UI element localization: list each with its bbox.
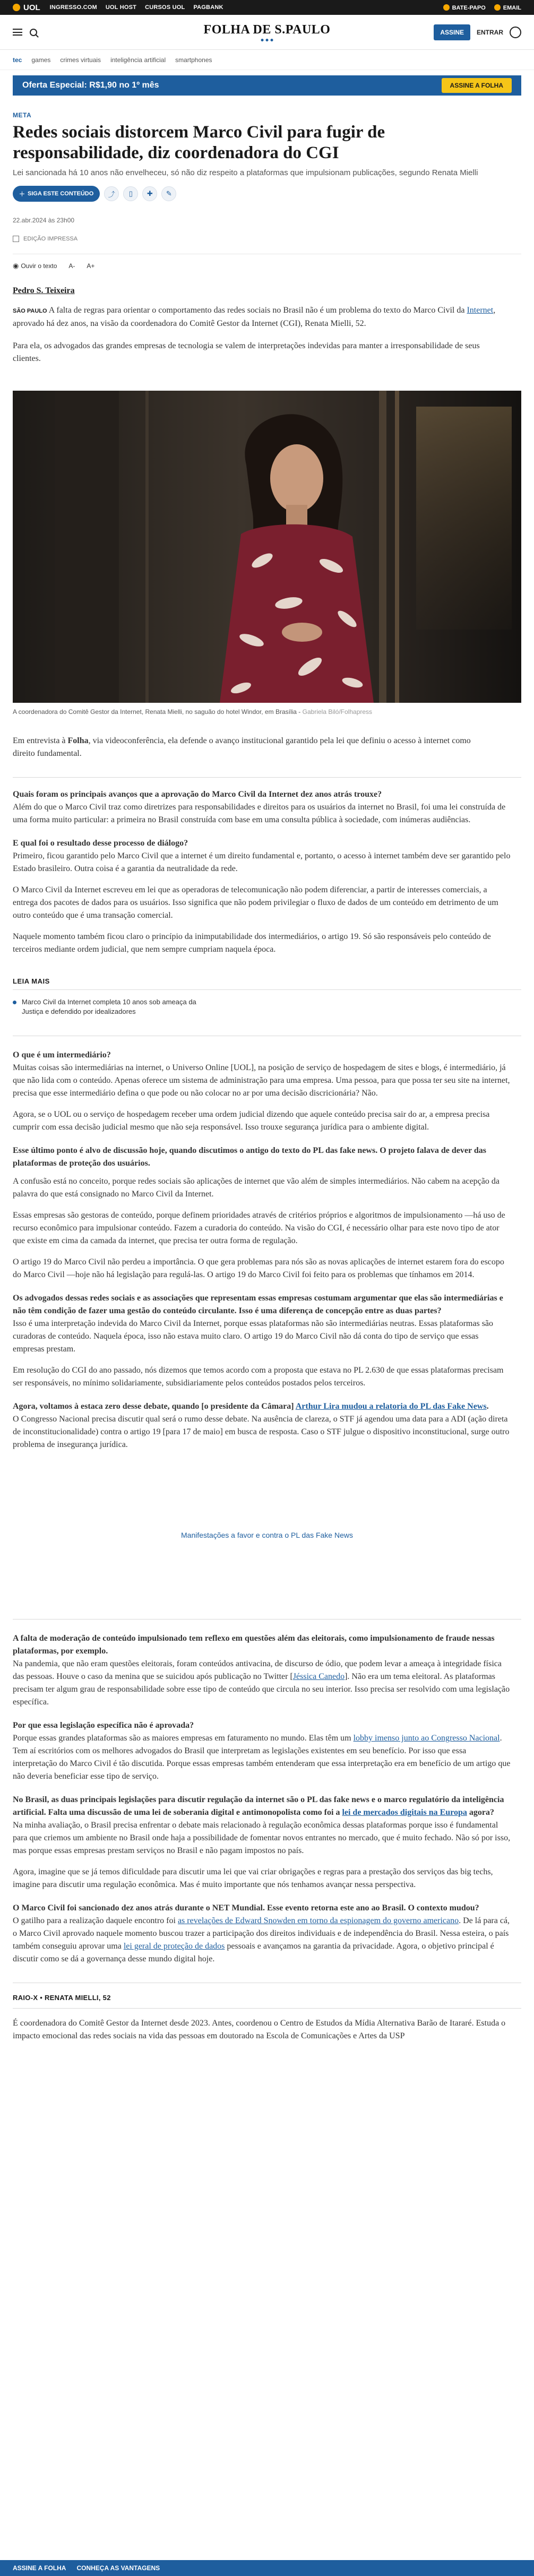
speaker-icon: ◉ [13,262,19,270]
article-lead: Lei sancionada há 10 anos não envelheceu, só não diz respeito a plataformas que impulsionam publicações, segundo Renata Mielli [13,168,478,177]
chat-link[interactable]: BATE-PAPO [443,4,486,11]
question: Os advogados dessas redes sociais e as associações que representam essas empresas costumam argumentar que elas são intermediárias e não têm condição de fazer uma gestão do conteúdo circulante. Isso é uma diferença de concepção entre as duas partes? [13,1294,503,1315]
breadcrumb [0,50,534,70]
inline-link[interactable]: as revelações de Edward Snowden em torno da espionagem do governo americano [177,1916,459,1925]
question: Esse último ponto é alvo de discussão hoje, quando discutimos o antigo do texto do PL das fake news. O projeto falava de dever das plataformas de proteção dos usuários. [13,1146,486,1168]
breadcrumb-item[interactable]: crimes virtuais [60,56,101,64]
video-link[interactable]: Manifestações a favor e contra o PL das Fake News [181,1531,353,1539]
inline-link[interactable]: Arthur Lira mudou a relatoria do PL das Fake News [295,1402,487,1411]
uol-link[interactable]: UOL HOST [105,4,137,11]
paragraph: O artigo 19 do Marco Civil não perdeu a importância. O que gera problemas para nós são as novas aplicações de internet estarem fora do escopo do Marco Civil —hoje não há legislação para regulá-las. O artigo 19 do Marco Civil foi feito para os problemas que tínhamos em 2014. [13,1257,504,1279]
paragraph: A confusão está no conceito, porque redes sociais são aplicações de internet que vão além de simples intermediários. Não cabem na acepção da palavra do que está consignado no Marco Civil da Internet. [13,1177,499,1199]
promo-banner [13,75,521,96]
question: Por que essa legislação específica não é aprovada? [13,1721,194,1730]
bio-heading: RAIO-X • RENATA MIELLI, 52 [13,1994,111,2002]
author-name[interactable]: Pedro S. Teixeira [13,286,75,295]
uol-right-links [443,4,521,11]
paragraph: Além do que o Marco Civil traz como diretrizes para responsabilidades e direitos para os usuários da internet no Brasil, foi uma lei construída de uma forma muito particular: a primeira no Brasil construída com base em uma consulta pública à sociedade, com inúmeras audiências. [13,803,506,824]
inline-link[interactable]: lei de mercados digitais na Europa [342,1808,467,1817]
login-link[interactable]: ENTRAR [477,28,503,36]
paragraph: Porque essas grandes plataformas são as maiores empresas em faturamento no mundo. Elas têm um lobby imenso junto ao Congresso Nacional. Tem aí escritórios com os melhores advogados do Brasil que interpretam as legislações existentes em seu benefício. Por isso que essa interpretação do Marco Civil é tão discutida. Porque essas empresas também entenderam que essa interpretação era em benefício de um artigo que não deveria beneficiar esse tipo de serviço. [13,1734,511,1781]
font-decrease-button[interactable]: A- [68,262,75,270]
paragraph: Isso é uma interpretação indevida do Marco Civil da Internet, porque essas plataformas não são intermediárias neutras. Essas plataformas são curadoras de conteúdo. Naquela época, isso não estava muito claro. O artigo 19 do Marco Civil não dá conta do tipo de serviço que essas empresas prestam. [13,1319,494,1354]
paragraph: SÃO PAULO A falta de regras para orientar o comportamento das redes sociais no Brasil não é um problema do texto do Marco Civil da Internet, aprovado há dez anos, na visão da coordenadora do Comitê Gestor da Internet (CGI), Renata Mielli, 52. [13,306,496,328]
paragraph: Na pandemia, que não eram questões eleitorais, foram conteúdos antivacina, de discurso de ódio, que podem levar a ameaça à integridade física das pessoas. Houve o caso da menina que se suicidou após publicação no Twitter [Jéssica Canedo]. Não era um tema eleitoral. As plataformas precisam ter algum grau de responsabilidade sobre esse tipo de conteúdo que circula no seu interior. Isso precisa ser resolvido com uma legislação específica. [13,1659,510,1707]
plus-icon: ＋ [19,191,25,197]
email-icon [494,4,501,11]
paragraph: Agora, imagine que se já temos dificuldade para discutir uma lei que vai criar obrigações e regras para a prestação dos serviços das big techs, imagine para discutir uma regulação econômica. Mas é muito importante que nós tenhamos avançar nessa perspectiva. [13,1867,493,1889]
paragraph: Em entrevista à Folha, via videoconferência, ela defende o avanço institucional garantido pela lei que definiu o acesso à internet como direito fundamental. [13,736,471,758]
site-header [0,15,534,50]
question: A falta de moderação de conteúdo impulsionado tem reflexo em questões além das eleitorais, como impulsionamento de fraude nessas plataformas, por exemplo. [13,1634,495,1656]
question: O que é um intermediário? [13,1050,111,1059]
listen-button[interactable]: ◉ Ouvir o texto [13,262,57,270]
newspaper-icon [13,236,19,242]
share-actions [13,186,521,202]
comment-icon[interactable]: ✎ [161,186,176,201]
print-edition[interactable]: EDIÇÃO IMPRESSA [13,236,521,242]
photo-credit: Gabriela Biló/Folhapress [302,708,373,716]
question: Agora, voltamos à estaca zero desse debate, quando [o presidente da Câmara] Arthur Lira mudou a relatoria do PL das Fake News. [13,1402,489,1411]
article-header [0,111,534,365]
paragraph: Essas empresas são gestoras de conteúdo, porque definem prioridades através de critérios próprios e algoritmos de impulsionamento —há uso de recurso econômico para impulsionar conteúdo. Fazem a curadoria do conteúdo. Na visão do CGI, é necessário olhar para este novo tipo de ator que existe em cima da camada da internet, que precisa ter outra forma de regulação. [13,1211,505,1245]
paragraph: Muitas coisas são intermediárias na internet, o Universo Online [UOL], na posição de serviço de hospedagem de sites e blogs, é intermediário, já que não lida com o conteúdo. Apenas oferece um sistema de administração para uma empresa. Uma pessoa, para que possa ter seu site na internet, precisa que esse intermediário defina o que pode ou não colocar no ar por uma decisão discricionária? Não. [13,1063,510,1098]
article-photo[interactable] [13,391,521,703]
read-more-heading: LEIA MAIS [13,977,50,985]
reading-tools [13,262,521,270]
read-more-item[interactable]: Marco Civil da Internet completa 10 anos sob ameaça da Justiça e defendido por idealizadores [13,997,214,1016]
paragraph: Na minha avaliação, o Brasil precisa enfrentar o debate mais relacionado à regulação econômica dessas plataformas porque isso é fundamental para que criemos um ambiente no Brasil onde haja a possibilidade de fomentar novos entrantes no mercado, que é muito fechado. Não só por isso, mas porque essas empresas prestam serviços no Brasil e não pagam impostos no país. [13,1821,511,1855]
user-icon[interactable] [510,27,521,38]
divider [13,777,521,778]
promo-subscribe-button[interactable]: ASSINE A FOLHA [442,78,512,93]
uol-links [50,4,223,11]
article-body [0,735,534,956]
inline-link[interactable]: lei geral de proteção de dados [123,1942,225,1951]
inline-link[interactable]: Jéssica Canedo [292,1672,345,1681]
kicker[interactable]: META [13,111,32,119]
menu-icon[interactable] [13,29,22,36]
question: No Brasil, as duas principais legislações para discutir regulação da internet são o PL das fake news e o marco regulatório da inteligência artificial. Falta uma discussão de uma lei de soberania digital e antimonopolista como foi a lei de mercados digitais na Europa agora? [13,1795,504,1817]
paragraph: Para ela, os advogados das grandes empresas de tecnologia se valem de interpretações indevidas para manter a irresponsabilidade de seus clientes. [13,341,480,363]
question: O Marco Civil foi sancionado dez anos atrás durante o NET Mundial. Esse evento retorna este ano ao Brasil. O contexto mudou? [13,1903,479,1912]
paragraph: Naquele momento também ficou claro o princípio da inimputabilidade dos intermediários, o artigo 19. Só são responsáveis pelo conteúdo de terceiros mediante ordem judicial, que nem sempre cumpriam naquela época. [13,932,491,954]
breadcrumb-section[interactable]: tec [13,56,22,64]
breadcrumb-item[interactable]: smartphones [175,56,212,64]
paragraph: O gatilho para a realização daquele encontro foi as revelações de Edward Snowden em torno da espionagem do governo americano. De lá para cá, o Marco Civil aprovado naquele momento buscou trazer a participação dos direitos individuais e de independência do Brasil. Nessa esteira, o país também conseguiu aprovar uma lei geral de proteção de dados pessoais e avançamos na garantia da privacidade. Agora, o objetivo principal é discutir como se dá a governança desse mundo digital hoje. [13,1916,510,1963]
promo-text: Oferta Especial: R$1,90 no 1º mês [22,81,159,90]
search-icon[interactable] [30,29,37,36]
follow-button[interactable]: ＋ SIGA ESTE CONTEÚDO [13,186,100,202]
article-title: Redes sociais distorcem Marco Civil para fugir de responsabilidade, diz coordenadora do CGI [13,123,385,162]
email-link[interactable]: EMAIL [494,4,521,11]
subscribe-button[interactable]: ASSINE [434,24,470,40]
footer-benefits-link[interactable]: CONHEÇA AS VANTAGENS [76,2564,160,2572]
chat-icon [443,4,450,11]
brand-logo[interactable]: FOLHA DE S.PAULO [204,23,331,41]
question: E qual foi o resultado desse processo de diálogo? [13,839,188,848]
paragraph: O Marco Civil da Internet escreveu em lei que as operadoras de telecomunicação não podem diferenciar, a partir de interesses comerciais, a entrega dos pacotes de dados para os usuários. Isso significa que não podem privilegiar o fluxo de dados de um conteúdo em detrimento de um outro conteúdo que é uma transação comercial. [13,885,498,920]
inline-link[interactable]: lobby imenso junto ao Congresso Nacional [353,1734,500,1743]
uol-logo[interactable]: UOL [13,3,40,12]
share-icon[interactable]: ⤴ [104,186,119,201]
uol-link[interactable]: INGRESSO.COM [49,4,97,11]
uol-link[interactable]: PAGBANK [193,4,223,11]
breadcrumb-item[interactable]: games [31,56,51,64]
read-more-box [0,977,534,1016]
portrait-illustration [13,391,521,703]
bookmark-icon[interactable]: ▯ [123,186,138,201]
paragraph: Primeiro, ficou garantido pelo Marco Civil que a internet é um direito fundamental e, portanto, o acesso à internet também deve ser garantido pelo Estado brasileiro. Outra coisa é a garantia da neutralidade da rede. [13,851,511,873]
uol-logo-icon [13,4,20,11]
font-increase-button[interactable]: A+ [87,262,95,270]
photo-caption: A coordenadora do Comitê Gestor da Internet, Renata Mielli, no saguão do hotel Windor, em Brasília - Gabriela Biló/Folhapress [13,708,373,716]
inline-link[interactable]: Internet [467,306,494,315]
gift-icon[interactable]: ✚ [142,186,157,201]
paragraph: O Congresso Nacional precisa discutir qual será o rumo desse debate. Na ausência de clareza, o STF já agendou uma data para a ADI (ação direta de inconstitucionalidade) contra o artigo 19 [para 17 de maio] em busca de resposta. Caso o STF julgue o dispositivo inconstitucional, surge outro problema de insegurança jurídica. [13,1415,510,1449]
bottom-subscribe-bar [0,2560,534,2576]
footer-subscribe-link[interactable]: ASSINE A FOLHA [13,2564,66,2572]
paragraph: Em resolução do CGI do ano passado, nós dizemos que temos acordo com a proposta que estava no PL 2.630 de que essas plataformas precisam ser responsáveis, no mínimo solidariamente, subsidiariamente pelos conteúdos postados pelos terceiros. [13,1366,504,1388]
brand-dots [204,39,331,41]
bio-text: É coordenadora do Comitê Gestor da Internet desde 2023. Antes, coordenou o Centro de Estudos da Mídia Alternativa Barão de Itararé. Estuda o impacto emocional das redes sociais na vida das pessoas em doutorado na Escola de Comunicações e Artes da USP [13,2019,506,2040]
paragraph: Agora, se o UOL ou o serviço de hospedagem receber uma ordem judicial dizendo que aquele conteúdo precisa sair do ar, a empresa precisa cumprir com essa decisão judicial mesmo que não seja responsável. Isso trouxe segurança jurídica para o ambiente digital. [13,1110,490,1132]
article-body-2 [0,1036,534,2043]
divider [13,2008,521,2009]
question: Quais foram os principais avanços que a aprovação do Marco Civil da Internet dez anos atrás trouxe? [13,790,382,799]
bullet-icon [13,1001,16,1004]
publish-date: 22.abr.2024 às 23h00 [13,217,75,224]
uol-link[interactable]: CURSOS UOL [145,4,185,11]
breadcrumb-item[interactable]: inteligência artificial [110,56,166,64]
uol-top-bar [0,0,534,15]
